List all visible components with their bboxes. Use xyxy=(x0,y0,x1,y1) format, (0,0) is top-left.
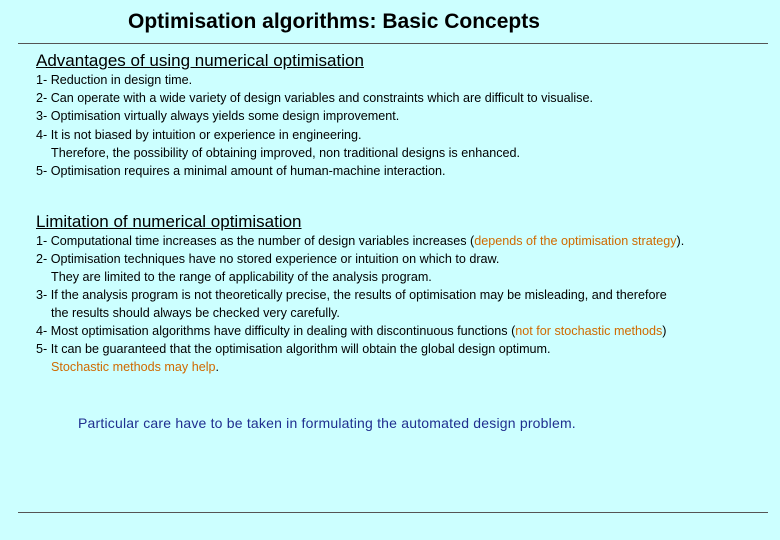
limitation-item-1-text: 1- Computational time increases as the number of design variables increases ( xyxy=(36,234,475,248)
limitation-item-5-end: . xyxy=(215,360,219,374)
slide-title: Optimisation algorithms: Basic Concepts xyxy=(128,10,540,33)
limitation-item-2: 2- Optimisation techniques have no stored experience or intuition on which to draw. xyxy=(36,252,500,266)
bottom-divider xyxy=(18,512,768,513)
advantages-list xyxy=(36,71,593,180)
limitation-item-1-highlight: depends of the optimisation strategy xyxy=(474,234,677,248)
limitation-item-5-highlight: Stochastic methods may help xyxy=(51,360,216,374)
limitation-item-5-continuation xyxy=(36,358,684,376)
limitations-list xyxy=(36,232,684,376)
limitation-item-4-text: 4- Most optimisation algorithms have difficulty in dealing with discontinuous functions ( xyxy=(36,324,516,338)
limitation-item-3: 3- If the analysis program is not theoretically precise, the results of optimisation may be misleading, and therefore xyxy=(36,288,667,302)
advantage-item-2: 2- Can operate with a wide variety of design variables and constraints which are difficult to visualise. xyxy=(36,91,593,106)
limitation-item-5: 5- It can be guaranteed that the optimisation algorithm will obtain the global design optimum. xyxy=(36,342,551,356)
limitation-item-2-continuation: They are limited to the range of applicability of the analysis program. xyxy=(51,270,432,284)
advantage-item-4: 4- It is not biased by intuition or experience in engineering. xyxy=(36,127,362,142)
limitation-item-4 xyxy=(36,322,684,340)
advantage-item-1: 1- Reduction in design time. xyxy=(36,73,193,87)
limitations-heading: Limitation of numerical optimisation xyxy=(36,212,302,231)
limitation-item-1-end: ). xyxy=(676,234,685,248)
limitation-item-4-highlight: not for stochastic methods xyxy=(515,324,663,338)
advantages-heading: Advantages of using numerical optimisation xyxy=(36,51,364,70)
advantage-item-3: 3- Optimisation virtually always yields some design improvement. xyxy=(36,109,400,124)
advantage-item-4-continuation: Therefore, the possibility of obtaining improved, non traditional designs is enhanced. xyxy=(51,145,521,160)
top-divider xyxy=(18,43,768,44)
limitation-item-3-continuation: the results should always be checked very carefully. xyxy=(51,306,340,320)
conclusion-text: Particular care have to be taken in formulating the automated design problem. xyxy=(78,415,576,431)
advantage-item-5: 5- Optimisation requires a minimal amount of human-machine interaction. xyxy=(36,164,446,179)
limitation-item-4-end: ) xyxy=(662,324,667,338)
limitation-item-1 xyxy=(36,232,684,250)
